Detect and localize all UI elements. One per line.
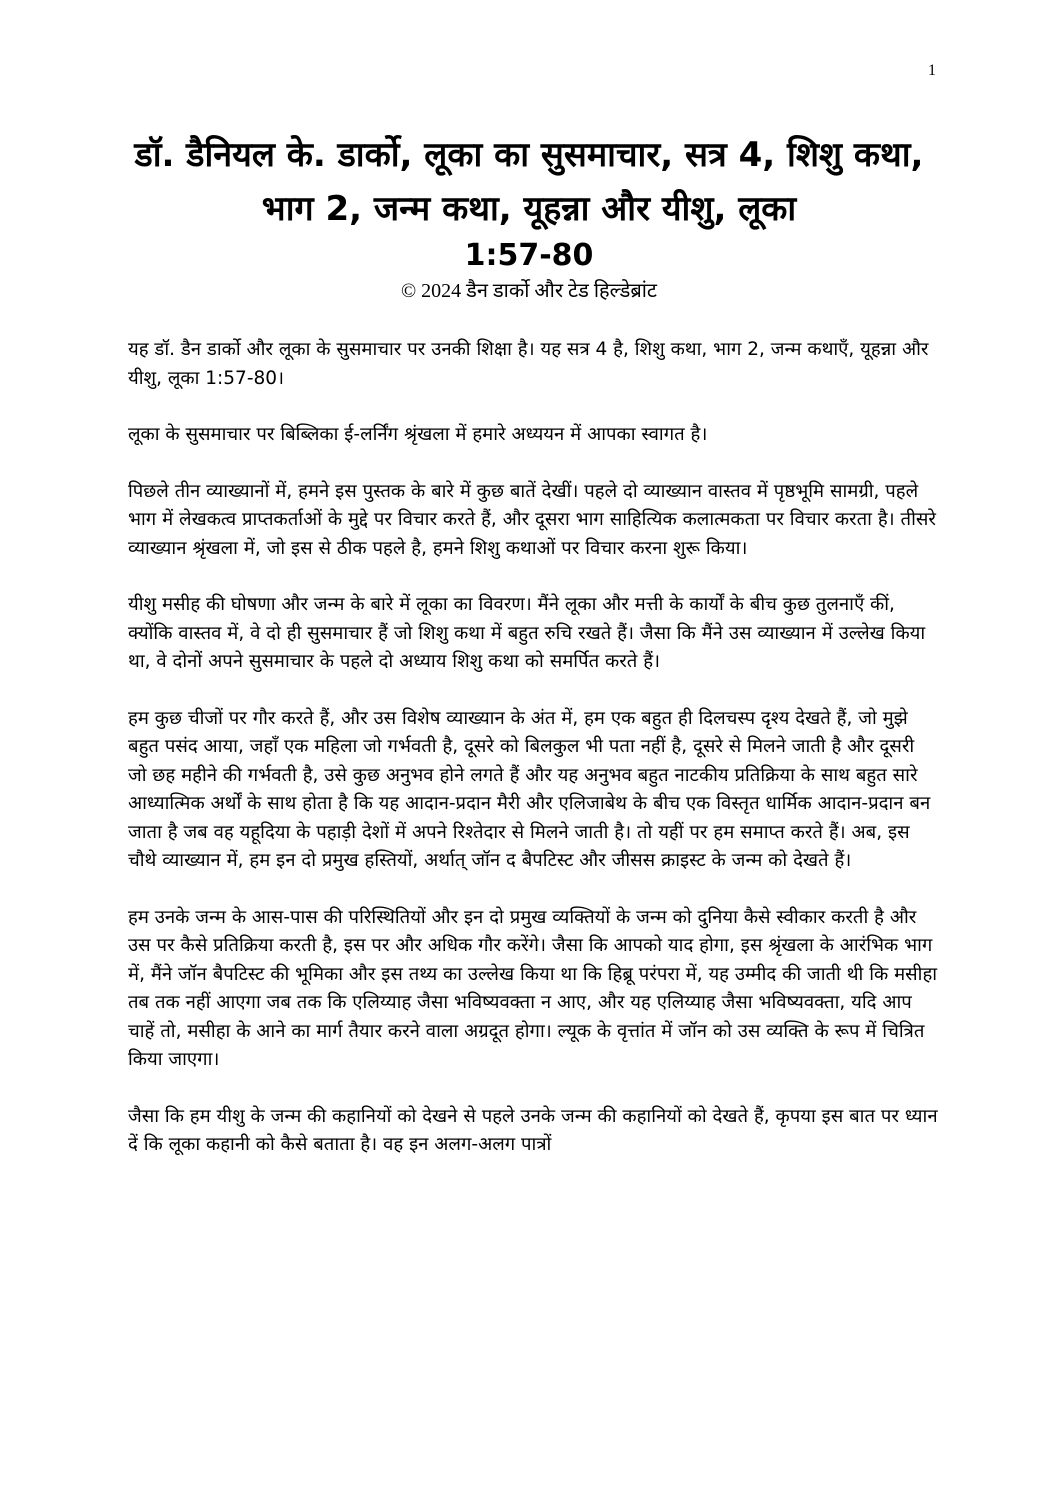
page-number: 1 (928, 62, 936, 79)
paragraph: यह डॉ. डैन डार्को और लूका के सुसमाचार पर उनकी शिक्षा है। यह सत्र 4 है, शिशु कथा, भाग 2, जन्म कथाएँ, यूहन्ना और यीशु, लूका 1:57-80। (128, 339, 929, 389)
body-text (128, 336, 938, 1188)
document-title: डॉ. डैनियल के. डार्को, लूका का सुसमाचार, सत्र 4, शिशु कथा, भाग 2, जन्म कथा, यूहन्ना और यीशु, लूका (134, 135, 924, 229)
title-block (120, 128, 938, 304)
paragraph: यीशु मसीह की घोषणा और जन्म के बारे में लूका का विवरण। मैंने लूका और मत्ती के कार्यों के बीच कुछ तुलनाएँ कीं, क्योंकि वास्तव में, वे दो ही सुसमाचार हैं जो शिशु कथा में बहुत रुचि रखते हैं। जैसा कि मैंने उस व्याख्यान में उल्लेख किया था, वे दोनों अपने सुसमाचार के पहले दो अध्याय शिशु कथा को समर्पित करते हैं। (128, 594, 926, 672)
paragraph: हम कुछ चीजों पर गौर करते हैं, और उस विशेष व्याख्यान के अंत में, हम एक बहुत ही दिलचस्प दृश्य देखते हैं, जो मुझे बहुत पसंद आया, जहाँ एक महिला जो गर्भवती है, दूसरे को बिलकुल भी पता नहीं है, दूसरे से मिलने जाती है और दूसरी जो छह महीने की गर्भवती है, उसे कुछ अनुभव होने लगते हैं और यह अनुभव बहुत नाटकीय प्रतिक्रिया के साथ बहुत सारे आध्यात्मिक अर्थों के साथ होता है कि यह आदान-प्रदान मैरी और एलिजाबेथ के बीच एक विस्तृत धार्मिक आदान-प्रदान बन जाता है जब वह यहूदिया के पहाड़ी देशों में अपने रिश्तेदार से मिलने जाती है। तो यहीं पर हम समाप्त करते हैं। अब, इस चौथे व्याख्यान में, हम इन दो प्रमुख हस्तियों, अर्थात् जॉन द बैपटिस्ट और जीसस क्राइस्ट के जन्म को देखते हैं। (128, 707, 931, 871)
paragraph: जैसा कि हम यीशु के जन्म की कहानियों को देखने से पहले उनके जन्म की कहानियों को देखते हैं, कृपया इस बात पर ध्यान दें कि लूका कहानी को कैसे बताता है। वह इन अलग-अलग पात्रों (128, 1105, 938, 1155)
paragraph: हम उनके जन्म के आस-पास की परिस्थितियों और इन दो प्रमुख व्यक्तियों के जन्म को दुनिया कैसे स्वीकार करती है और उस पर कैसे प्रतिक्रिया करती है, इस पर और अधिक गौर करेंगे। जैसा कि आपको याद होगा, इस श्रृंखला के आरंभिक भाग में, मैंने जॉन बैपटिस्ट की भूमिका और इस तथ्य का उल्लेख किया था कि हिब्रू परंपरा में, यह उम्मीद की जाती थी कि मसीहा तब तक नहीं आएगा जब तक कि एलिय्याह जैसा भविष्यवक्ता न आए, और यह एलिय्याह जैसा भविष्यवक्ता, यदि आप चाहें तो, मसीहा के आने का मार्ग तैयार करने वाला अग्रदूत होगा। ल्यूक के वृत्तांत में जॉन को उस व्यक्ति के रूप में चित्रित किया जाएगा। (128, 906, 938, 1070)
paragraph: लूका के सुसमाचार पर बिब्लिका ई-लर्निंग श्रृंखला में हमारे अध्ययन में आपका स्वागत है। (128, 424, 708, 445)
paragraph: पिछले तीन व्याख्यानों में, हमने इस पुस्तक के बारे में कुछ बातें देखीं। पहले दो व्याख्यान वास्तव में पृष्ठभूमि सामग्री, पहले भाग में लेखकत्व प्राप्तकर्ताओं के मुद्दे पर विचार करते हैं, और दूसरा भाग साहित्यिक कलात्मकता पर विचार करता है। तीसरे व्याख्यान श्रृंखला में, जो इस से ठीक पहले है, हमने शिशु कथाओं पर विचार करना शुरू किया। (128, 480, 936, 559)
copyright-line: © 2024 डैन डार्को और टेड हिल्डेब्रांट (400, 280, 657, 302)
title-scripture-reference: 1:57-80 (464, 238, 594, 273)
